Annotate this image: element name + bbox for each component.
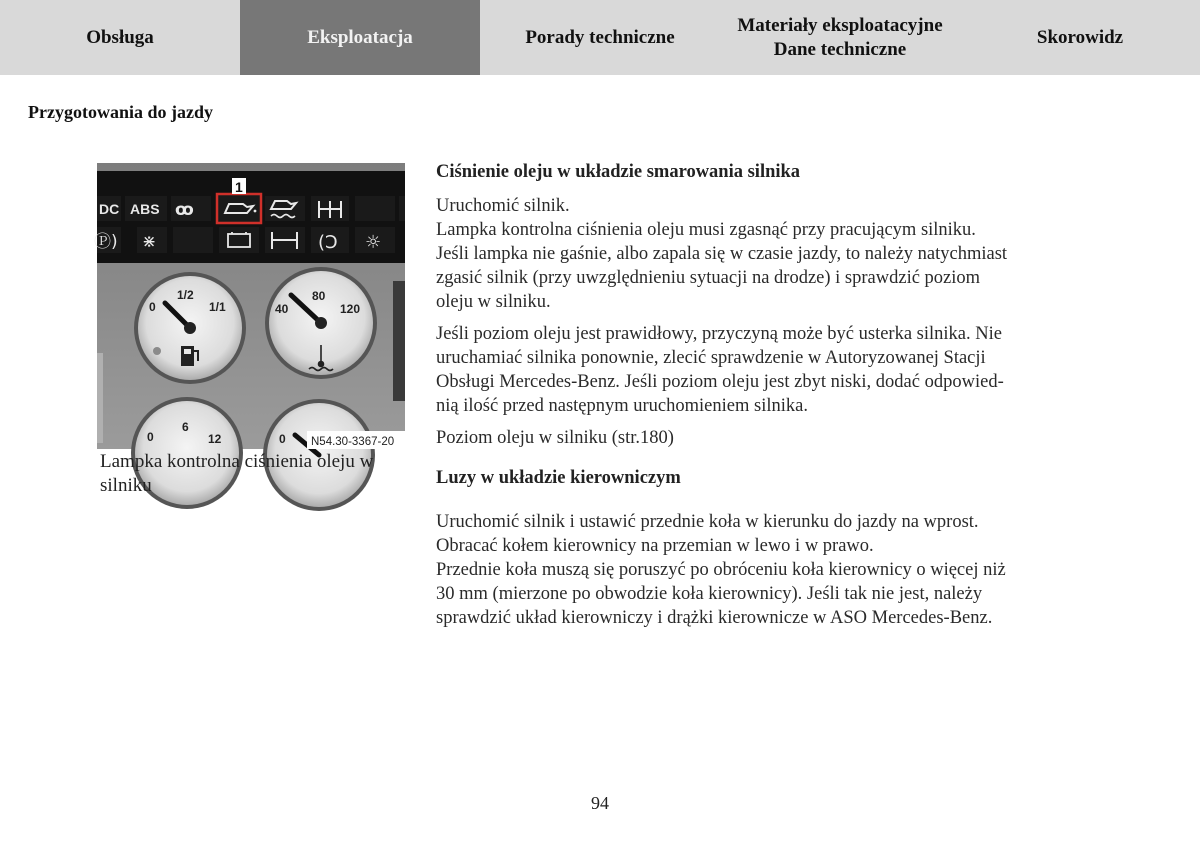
tab-skorowidz[interactable]: Skorowidz [960,0,1200,75]
oil-pressure-paragraph-1 [436,194,1076,314]
figure-caption: Lampka kontrolna ciśnienia oleju w silniku [100,451,374,496]
brake-icon: Ⓟ) [94,232,118,252]
heater-icon: ⋇ [142,232,157,252]
fuel-gauge-tick-full: 1/1 [209,300,226,314]
fuel-gauge [134,272,246,384]
text-line: sprawdzić układ kierowniczy i drążki kierownicze w ASO Mercedes-Benz. [436,608,993,628]
coolant-gauge-tick-120: 120 [340,302,361,316]
steering-play-heading: Luzy w układzie kierowniczym [436,468,681,488]
text-line: Lampka kontrolna ciśnienia oleju musi zgasnąć przy pracującym silniku. [436,220,976,240]
glow-plug-icon: ꝏ [175,200,194,220]
instrument-cluster-photo [94,163,405,449]
tab-materialy-dane[interactable] [720,0,960,75]
tab-dane-label: Dane techniczne [773,38,907,60]
text-line: oleju w silniku. [436,292,551,312]
text-line: Jeśli lampka nie gaśnie, albo zapala się w czasie jazdy, to należy natychmiast [436,244,1008,264]
tab-obsluga[interactable]: Obsługa [0,0,240,75]
coolant-temperature-gauge [265,267,377,379]
tab-materialy-label: Materiały eksploatacyjne [737,14,943,36]
oil-pressure-heading: Ciśnienie oleju w układzie smarowania silnika [436,162,801,182]
steering-play-paragraph [436,510,1076,630]
figure-reference-code: N54.30-3367-20 [311,436,395,448]
text-line: Obsługi Mercedes-Benz. Jeśli poziom oleju jest zbyt niski, dodać odpowied- [436,372,1004,392]
oil-pressure-highlight [217,194,261,223]
rpm-gauge-tick-6: 6 [182,420,189,434]
fuel-gauge-tick-half: 1/2 [177,288,194,302]
tab-porady-techniczne[interactable]: Porady techniczne [480,0,720,75]
text-line: Uruchomić silnik i ustawić przednie koła w kierunku do jazdy na wprost. [436,512,979,532]
text-line: uruchamiać silnika ponownie, zlecić sprawdzenie w Autoryzowanej Stacji [436,348,986,368]
abs-label: ABS [130,201,160,217]
oil-pressure-paragraph-2 [436,322,1076,418]
rpm-gauge-tick-12: 12 [208,432,222,446]
page-number: 94 [591,793,609,813]
text-line: Przednie koła muszą się poruszyć po obróceniu koła kierownicy o więcej niż [436,560,1006,580]
coolant-gauge-tick-40: 40 [275,302,289,316]
text-line: Jeśli poziom oleju jest prawidłowy, przyczyną może być usterka silnika. Nie [436,324,1002,344]
tab-eksploatacja[interactable]: Eksploatacja [240,0,480,75]
callout-number: 1 [235,179,243,195]
text-line: Obracać kołem kierownicy na przemian w lewo i w prawo. [436,536,874,556]
oil-level-reference[interactable]: Poziom oleju w silniku (str.180) [436,428,674,448]
text-line: zgasić silnik (przy uwzględnieniu sytuacji na drodze) i sprawdzić poziom [436,268,981,288]
coolant-gauge-tick-80: 80 [312,289,326,303]
rpm-gauge-tick-0: 0 [147,430,154,444]
pressure-gauge-tick-0: 0 [279,432,286,446]
text-line: Uruchomić silnik. [436,196,570,216]
text-line: 30 mm (mierzone po obwodzie koła kierownicy). Jeśli tak nie jest, należy [436,584,983,604]
retarder-icon: (Ↄ [318,232,338,253]
bulb-failure-icon: ☼ [365,232,382,253]
main-content [436,160,1076,638]
text-line: nią ilość przed następnym uruchomieniem silnika. [436,396,808,416]
top-navigation [0,0,1200,75]
dc-label: DC [99,201,120,217]
section-title: Przygotowania do jazdy [28,102,213,122]
fuel-gauge-tick-0: 0 [149,300,156,314]
